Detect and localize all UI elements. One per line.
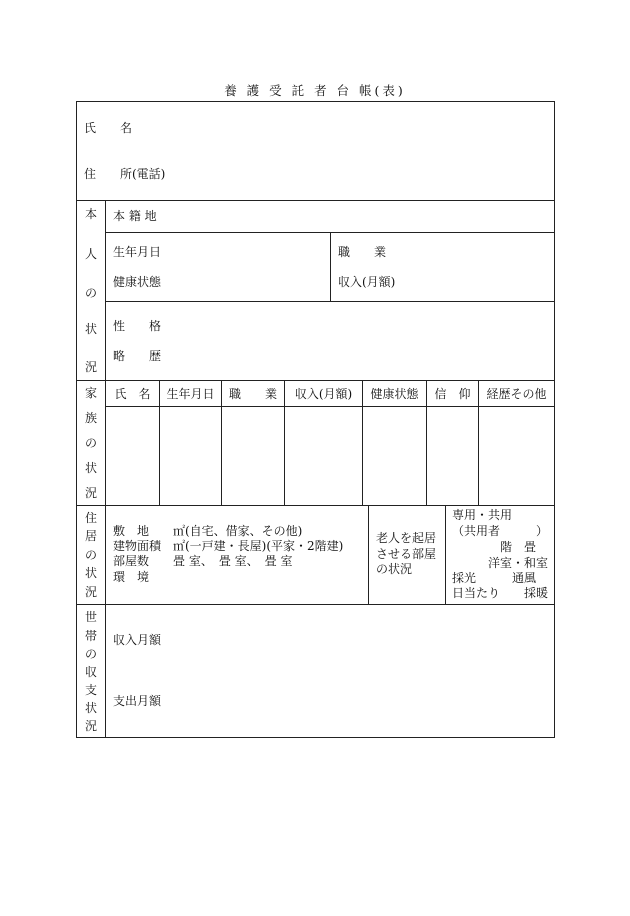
side-label-char: 況 — [84, 585, 97, 599]
side-label-char: の — [84, 548, 97, 562]
room-detail: （共用者 ） — [452, 524, 549, 538]
rule — [368, 505, 369, 604]
monthly-expense-label: 支出月額 — [113, 694, 162, 708]
name-label: 氏 名 — [84, 121, 133, 135]
history-label: 略 歴 — [113, 349, 162, 363]
personality-label: 性 格 — [113, 319, 162, 333]
outer-top-border — [76, 101, 555, 102]
side-label-char: 人 — [84, 247, 97, 261]
side-label-char: 支 — [84, 683, 97, 697]
rule — [76, 380, 555, 381]
family-col-header: 氏 名 — [114, 387, 151, 401]
birth-date-label: 生年月日 — [113, 245, 162, 259]
address-label: 住 所(電話) — [84, 167, 166, 181]
income-label: 収入(月額) — [338, 275, 396, 289]
family-col-header: 信 仰 — [434, 387, 471, 401]
room-detail: 採光 通風 — [452, 571, 537, 585]
room-label: の状況 — [376, 562, 413, 576]
rule — [105, 406, 555, 407]
room-detail: 日当たり 採暖 — [452, 586, 549, 600]
outer-bottom-border — [76, 737, 555, 738]
side-label-char: 収 — [84, 665, 97, 679]
housing-line: 環 境 — [113, 570, 150, 584]
side-label-char: 状 — [84, 566, 97, 580]
housing-line: 建物面積 ㎡(一戸建・長屋)(平家・2階建) — [113, 539, 344, 553]
side-label-char: の — [84, 436, 97, 450]
room-detail: 洋室・和室 — [452, 556, 549, 570]
family-col-header: 健康状態 — [370, 387, 419, 401]
side-label-char: 世 — [84, 610, 97, 624]
side-label-char: 状 — [84, 701, 97, 715]
family-col-header: 収入(月額) — [294, 387, 353, 401]
monthly-income-label: 収入月額 — [113, 633, 162, 647]
side-label-char: 住 — [84, 511, 97, 525]
room-label: 老人を起居 — [376, 531, 437, 545]
side-label-char: の — [84, 647, 97, 661]
family-col-header: 経歴その他 — [486, 387, 547, 401]
rule — [76, 505, 555, 506]
side-label-char: 状 — [84, 461, 97, 475]
room-detail: 階 畳 — [452, 540, 537, 554]
family-col-header: 生年月日 — [166, 387, 215, 401]
housing-line: 部屋数 畳 室、 畳 室、 畳 室 — [113, 554, 293, 568]
side-label-char: 況 — [84, 360, 97, 374]
honseki-label: 本 籍 地 — [113, 209, 157, 223]
side-label-char: 帯 — [84, 629, 97, 643]
rule — [76, 200, 555, 201]
side-label-char: 状 — [84, 322, 97, 336]
rule — [76, 604, 555, 605]
outer-right-border — [554, 101, 555, 738]
side-column-divider — [105, 200, 106, 737]
occupation-label: 職 業 — [338, 245, 387, 259]
rule — [330, 232, 331, 301]
room-label: させる部屋 — [376, 547, 437, 561]
rule — [105, 301, 555, 302]
side-label-char: 況 — [84, 719, 97, 733]
room-detail: 専用・共用 — [452, 508, 513, 522]
side-label-char: 況 — [84, 486, 97, 500]
housing-line: 敷 地 ㎡(自宅、借家、その他) — [113, 524, 303, 538]
health-label: 健康状態 — [113, 275, 162, 289]
rule — [445, 505, 446, 604]
side-label-char: 家 — [84, 386, 97, 400]
document-title: 養 護 受 託 者 台 帳(表) — [224, 83, 406, 98]
family-col-header: 職 業 — [228, 387, 277, 401]
side-label-char: の — [84, 286, 97, 300]
side-label-char: 居 — [84, 529, 97, 543]
side-label-char: 本 — [84, 207, 97, 221]
side-label-char: 族 — [84, 411, 97, 425]
